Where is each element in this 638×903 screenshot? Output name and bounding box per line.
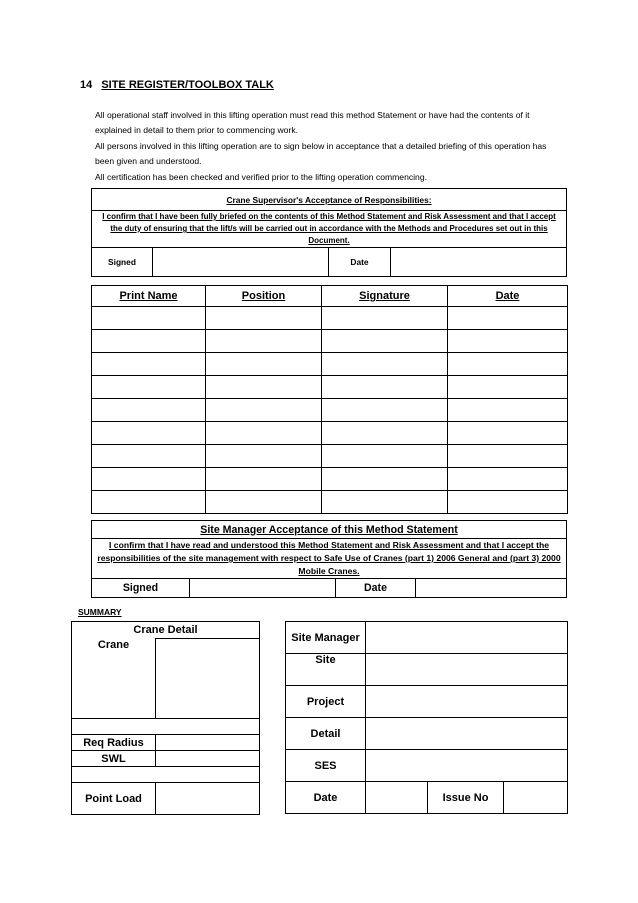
site-field[interactable]	[366, 654, 568, 686]
register-cell[interactable]	[92, 399, 206, 422]
register-cell[interactable]	[206, 376, 322, 399]
register-cell[interactable]	[448, 353, 568, 376]
site-manager-field[interactable]	[366, 622, 568, 654]
register-cell[interactable]	[448, 376, 568, 399]
register-cell[interactable]	[92, 353, 206, 376]
table-row	[92, 491, 568, 514]
req-radius-label: Req Radius	[72, 735, 156, 751]
supervisor-signed-label: Signed	[92, 248, 153, 277]
intro-paragraph: All persons involved in this lifting operation are to sign below in acceptance that a detailed briefing of this operation has been given and understood.	[95, 140, 547, 167]
register-cell[interactable]	[448, 422, 568, 445]
register-cell[interactable]	[322, 330, 448, 353]
summary-blank-row	[72, 719, 260, 735]
crane-label: Crane	[72, 639, 156, 719]
project-label: Project	[286, 686, 366, 718]
register-cell[interactable]	[92, 491, 206, 514]
swl-label: SWL	[72, 751, 156, 767]
column-header-print-name: Print Name	[92, 286, 206, 307]
detail-field[interactable]	[366, 718, 568, 750]
date-label: Date	[286, 782, 366, 814]
project-field[interactable]	[366, 686, 568, 718]
site-manager-label: Site Manager	[286, 622, 366, 654]
ses-field[interactable]	[366, 750, 568, 782]
swl-field[interactable]	[156, 751, 260, 767]
point-load-field[interactable]	[156, 783, 260, 815]
summary-date-field[interactable]	[366, 782, 428, 814]
section-heading	[80, 79, 274, 91]
detail-label: Detail	[286, 718, 366, 750]
manager-date-field[interactable]	[416, 579, 567, 598]
register-cell[interactable]	[206, 468, 322, 491]
table-row	[92, 376, 568, 399]
manager-title: Site Manager Acceptance of this Method Statement	[92, 521, 567, 539]
register-cell[interactable]	[92, 376, 206, 399]
register-cell[interactable]	[206, 491, 322, 514]
column-header-position: Position	[206, 286, 322, 307]
register-cell[interactable]	[448, 468, 568, 491]
register-cell[interactable]	[92, 330, 206, 353]
register-cell[interactable]	[448, 445, 568, 468]
register-cell[interactable]	[322, 376, 448, 399]
ses-label: SES	[286, 750, 366, 782]
register-cell[interactable]	[322, 422, 448, 445]
manager-signed-label: Signed	[92, 579, 190, 598]
register-cell[interactable]	[448, 399, 568, 422]
table-row	[92, 353, 568, 376]
column-header-signature: Signature	[322, 286, 448, 307]
point-load-label: Point Load	[72, 783, 156, 815]
intro-paragraph: All operational staff involved in this lifting operation must read this method Statement or have had the contents of it explained in detail to them prior to commencing work.	[95, 110, 530, 136]
intro-text	[95, 108, 565, 185]
table-row	[92, 468, 568, 491]
supervisor-acceptance-box	[91, 188, 567, 277]
register-cell[interactable]	[322, 491, 448, 514]
manager-date-label: Date	[336, 579, 416, 598]
register-cell[interactable]	[92, 445, 206, 468]
register-cell[interactable]	[322, 307, 448, 330]
manager-signature-field[interactable]	[190, 579, 336, 598]
intro-paragraph: All certification has been checked and verified prior to the lifting operation commencing.	[95, 171, 427, 182]
register-cell[interactable]	[322, 399, 448, 422]
register-cell[interactable]	[206, 422, 322, 445]
summary-crane-table	[71, 621, 260, 815]
supervisor-date-label: Date	[329, 248, 391, 277]
column-header-date: Date	[448, 286, 568, 307]
register-cell[interactable]	[448, 330, 568, 353]
register-cell[interactable]	[322, 353, 448, 376]
register-cell[interactable]	[322, 445, 448, 468]
crane-field[interactable]	[156, 639, 260, 719]
register-cell[interactable]	[322, 468, 448, 491]
register-cell[interactable]	[206, 330, 322, 353]
register-table	[91, 285, 568, 514]
supervisor-title: Crane Supervisor's Acceptance of Responsibilities:	[92, 189, 567, 211]
table-row	[92, 399, 568, 422]
manager-acceptance-box	[91, 520, 567, 598]
req-radius-field[interactable]	[156, 735, 260, 751]
section-title: SITE REGISTER/TOOLBOX TALK	[101, 79, 274, 91]
summary-label: SUMMARY	[78, 607, 122, 617]
register-cell[interactable]	[92, 307, 206, 330]
table-row	[92, 422, 568, 445]
summary-blank-row	[72, 767, 260, 783]
issue-no-field[interactable]	[504, 782, 568, 814]
register-cell[interactable]	[92, 468, 206, 491]
supervisor-date-field[interactable]	[391, 248, 567, 277]
register-cell[interactable]	[206, 353, 322, 376]
crane-detail-heading: Crane Detail	[72, 622, 260, 639]
table-row	[92, 445, 568, 468]
register-cell[interactable]	[448, 491, 568, 514]
register-cell[interactable]	[206, 445, 322, 468]
supervisor-confirmation: I confirm that I have been fully briefed on the contents of this Method Statement and Risk Assessment and that I accept the duty of ensuring that the lift/s will be carried out in accordance with the Methods and Procedures set out in this Document.	[92, 211, 567, 248]
register-cell[interactable]	[206, 307, 322, 330]
register-cell[interactable]	[92, 422, 206, 445]
manager-confirmation: I confirm that I have read and understood this Method Statement and Risk Assessment and that I accept the responsibilities of the site management with respect to Safe Use of Cranes (part 1) 2006 General and (part 3) 2000 Mobile Cranes.	[92, 539, 567, 579]
summary-site-table	[285, 621, 568, 814]
site-label: Site	[286, 654, 366, 686]
register-cell[interactable]	[448, 307, 568, 330]
table-row	[92, 307, 568, 330]
supervisor-signature-field[interactable]	[153, 248, 329, 277]
issue-no-label: Issue No	[428, 782, 504, 814]
section-number: 14	[80, 79, 93, 91]
register-cell[interactable]	[206, 399, 322, 422]
table-row	[92, 330, 568, 353]
